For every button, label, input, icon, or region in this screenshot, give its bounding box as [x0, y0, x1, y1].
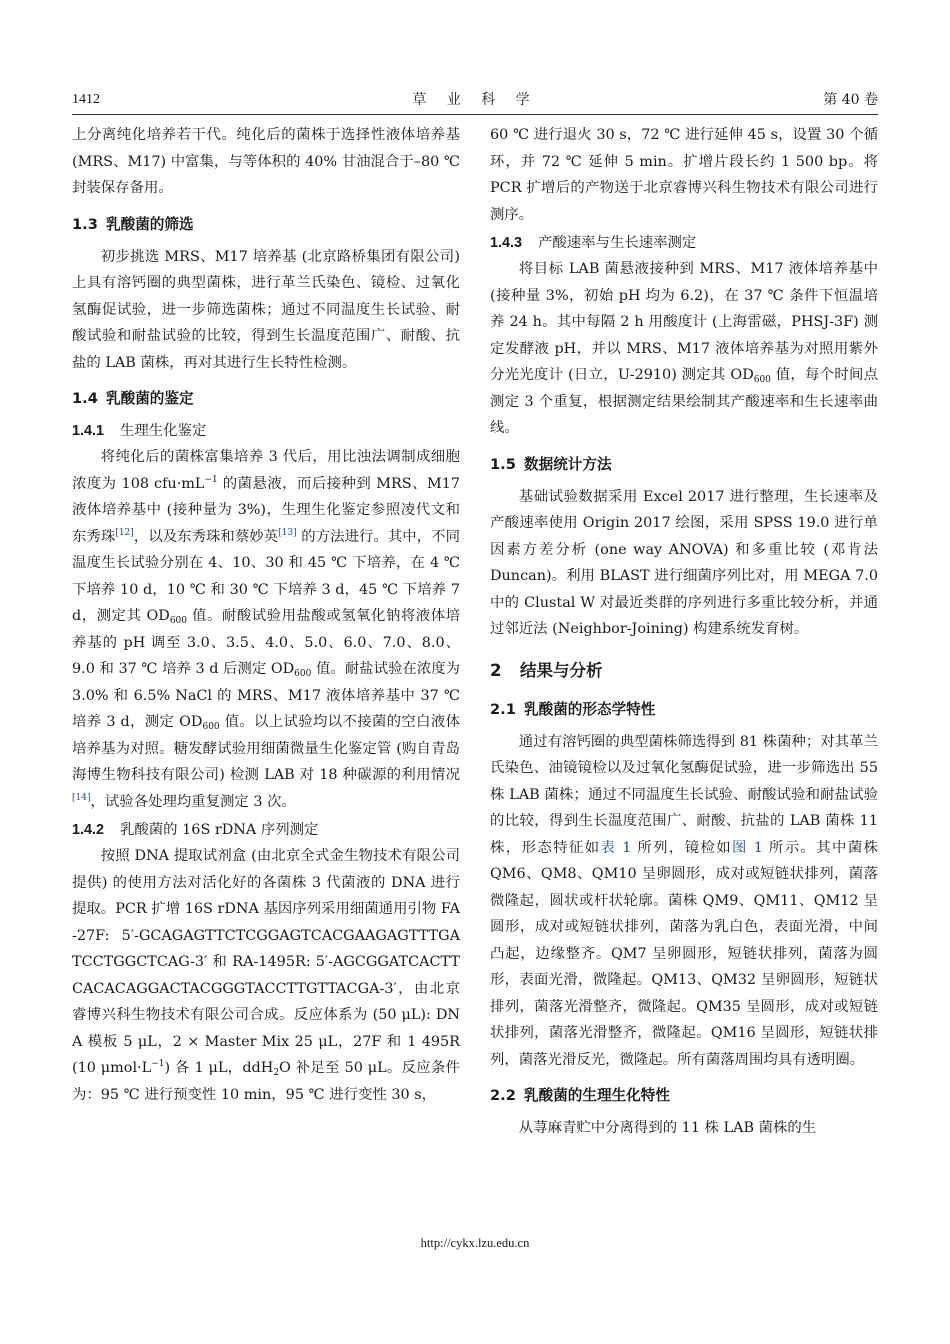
section-number: 1.4 — [72, 390, 98, 407]
paragraph-morphology: 通过有溶钙圈的典型菌株筛选得到 81 株菌种；对其革兰氏染色、油镜镜检以及过氧化氢酶促试验，进一步筛选出 55 株 LAB 菌株；通过不同温度生长试验、耐酸试验和耐盐试验的比较，得到生长温度范围广、耐酸、抗盐的 LAB 菌株 11 株，形态特征如表 1 所列，镜检如图 1 所示。其中菌株 QM6、QM8、QM10 呈卵圆形，成对或短链状排列，菌落微隆起，圆状或杆状轮廓。菌株 QM9、QM11、QM12 呈圆形，成对或短链状排列，菌落为乳白色，表面光滑，中间凸起，边缘整齐。QM7 呈卵圆形，短链状排列，菌落为圆形，表面光滑，微隆起。QM13、QM32 呈卵圆形，短链状排列，菌落光滑整齐，微隆起。QM35 呈圆形，成对或短链状排列，菌落光滑整齐，微隆起。QM16 呈圆形，短链状排列，菌落光滑反光，微隆起。所有菌落周围均具有透明圈。 — [490, 733, 878, 1068]
subsection-number: 1.4.3 — [490, 235, 523, 251]
page-number: 1412 — [72, 92, 100, 107]
right-column — [490, 122, 878, 1142]
citation-link[interactable]: [13] — [278, 527, 297, 538]
paragraph-16s-rdna: 按照 DNA 提取试剂盒 (由北京全式金生物技术有限公司提供) 的使用方法对活化好的各菌株 3 代菌液的 DNA 进行提取。PCR 扩增 16S rDNA 基因序列采用细菌通用引物 FA-27F: 5′-GCAGAGTTCTCGGAGTCACGAAGAGTTTGATCCTGGCTCAG-3′ 和 RA-1495R: 5′-AGCGGATCACTTCACACAGGACTACGGGTACCTTGTTACGA-3′，由北京睿博兴科生物技术有限公司合成。反应体系为 (50 μL): DNA 模板 5 μL，2 × Master Mix 25 μL，27F 和 1 495R (10 $\mu mol\cdot L^{-1}$) 各 1 μL，ddH$_2$O 补足至 50 μL。反应条件为：95 ℃ 进行预变性 10 min，95 ℃ 进行变性 30 s， — [72, 848, 460, 1103]
subsection-heading-1-4-1 — [72, 418, 460, 444]
table-1-link[interactable]: 表 1 — [600, 839, 632, 856]
subsection-title: 生理生化鉴定 — [120, 423, 207, 439]
section-heading-1-5 — [490, 452, 878, 478]
section-number: 2 — [490, 660, 502, 680]
subsection-title: 乳酸菌的 16S rDNA 序列测定 — [120, 822, 319, 838]
section-title: 结果与分析 — [520, 660, 603, 680]
paragraph-acid-growth-rate: 将目标 LAB 菌悬液接种到 MRS、M17 液体培养基中 (接种量 3%，初始 pH 均为 6.2)，在 37 ℃ 条件下恒温培养 24 h。其中每隔 2 h 用酸度计 (上海雷磁，PHSJ-3F) 测定发酵液 pH，并以 MRS、M17 液体培养基为对照用紫外分光光度计 (日立，U-2910) 测定其 $OD_{600}$ 值，每个时间点测定 3 个重复，根据测定结果绘制其产酸速率和生长速率曲线。 — [490, 261, 878, 436]
paragraph-physiology: 从荨麻青贮中分离得到的 11 株 LAB 菌株的生 — [518, 1120, 817, 1136]
paragraph-pcr-continued: 60 ℃ 进行退火 30 s，72 ℃ 进行延伸 45 s，设置 30 个循环，并 72 ℃ 延伸 5 min。扩增片段长约 1 500 bp。将 PCR 扩增后的产物送于北京睿博兴科生物技术有限公司进行测序。 — [490, 127, 878, 223]
section-number: 2.1 — [490, 700, 516, 718]
figure-1-link[interactable]: 图 1 — [732, 839, 763, 856]
paragraph-statistics: 基础试验数据采用 Excel 2017 进行整理，生长速率及产酸速率使用 Origin 2017 绘图，采用 SPSS 19.0 进行单因素方差分析 (one way ANOVA) 和多重比较 (邓肯法 Duncan)。利用 BLAST 进行细菌序列比对，用 MEGA 7.0 中的 Clustal W 对最近类群的序列进行多重比较分析，并通过邻近法 (Neighbor-Joining) 构建系统发育树。 — [490, 488, 878, 637]
left-column — [72, 122, 460, 1108]
section-heading-2 — [490, 657, 878, 685]
volume-label: 第 40 卷 — [823, 92, 878, 108]
section-heading-2-2 — [490, 1083, 878, 1109]
subsection-heading-1-4-2 — [72, 817, 460, 843]
header-rule — [72, 114, 878, 115]
section-title: 乳酸菌的生理生化特性 — [524, 1087, 670, 1104]
section-number: 2.2 — [490, 1087, 516, 1104]
section-title: 乳酸菌的鉴定 — [106, 390, 194, 407]
section-heading-2-1 — [490, 697, 878, 723]
paragraph-intro: 上分离纯化培养若干代。纯化后的菌株于选择性液体培养基 (MRS、M17) 中富集，与等体积的 40% 甘油混合于–80 ℃ 封装保存备用。 — [72, 127, 460, 196]
journal-title: 草 业 科 学 — [412, 92, 538, 108]
subsection-title: 产酸速率与生长速率测定 — [538, 235, 697, 251]
subsection-heading-1-4-3 — [490, 230, 878, 256]
subsection-number: 1.4.2 — [72, 822, 105, 838]
section-heading-1-4 — [72, 386, 460, 412]
footer-url[interactable]: http://cykx.lzu.edu.cn — [420, 1236, 530, 1250]
section-number: 1.5 — [490, 455, 516, 473]
running-header — [72, 90, 878, 116]
citation-link[interactable]: [14] — [72, 792, 91, 803]
citation-link[interactable]: [12] — [115, 527, 134, 538]
section-title: 乳酸菌的形态学特性 — [524, 700, 656, 718]
paragraph-biochemical: 将纯化后的菌株富集培养 3 代后，用比浊法调制成细胞浓度为 108 $cfu\cdot mL^{-1}$ 的菌悬液，而后接种到 MRS、M17 液体培养基中 (接种量为 3%)，生理生化鉴定参照凌代文和东秀珠[12]，以及东秀珠和蔡妙英[13] 的方法进行。其中，不同温度生长试验分别在 4、10、30 和 45 ℃ 下培养，在 4 ℃ 下培养 10 d，10 ℃ 和 30 ℃ 下培养 3 d，45 ℃ 下培养 7 d，测定其 $OD_{600}$ 值。耐酸试验用盐酸或氢氧化钠将液体培养基的 pH 调至 3.0、3.5、4.0、5.0、6.0、7.0、8.0、9.0 和 37 ℃ 培养 3 d 后测定 $OD_{600}$ 值。耐盐试验在浓度为 3.0% 和 6.5% NaCl 的 MRS、M17 液体培养基中 37 ℃ 培养 3 d，测定 $OD_{600}$ 值。以上试验均以不接菌的空白液体培养基为对照。糖发酵试验用细菌微量生化鉴定管 (购自青岛海博生物科技有限公司) 检测 LAB 对 18 种碳源的利用情况[14]，试验各处理均重复测定 3 次。 — [72, 449, 461, 810]
section-title: 乳酸菌的筛选 — [106, 215, 194, 233]
section-title: 数据统计方法 — [524, 455, 612, 473]
section-number: 1.3 — [72, 215, 98, 233]
section-heading-1-3 — [72, 212, 460, 238]
subsection-number: 1.4.1 — [72, 423, 105, 439]
paragraph-screening: 初步挑选 MRS、M17 培养基 (北京路桥集团有限公司) 上具有溶钙圈的典型菌株，进行革兰氏染色、镜检、过氧化氢酶促试验，进一步筛选菌株；通过不同温度生长试验、耐酸试验和耐盐试验的比较，得到生长温度范围广、耐酸、抗盐的 LAB 菌株，再对其进行生长特性检测。 — [72, 248, 460, 371]
